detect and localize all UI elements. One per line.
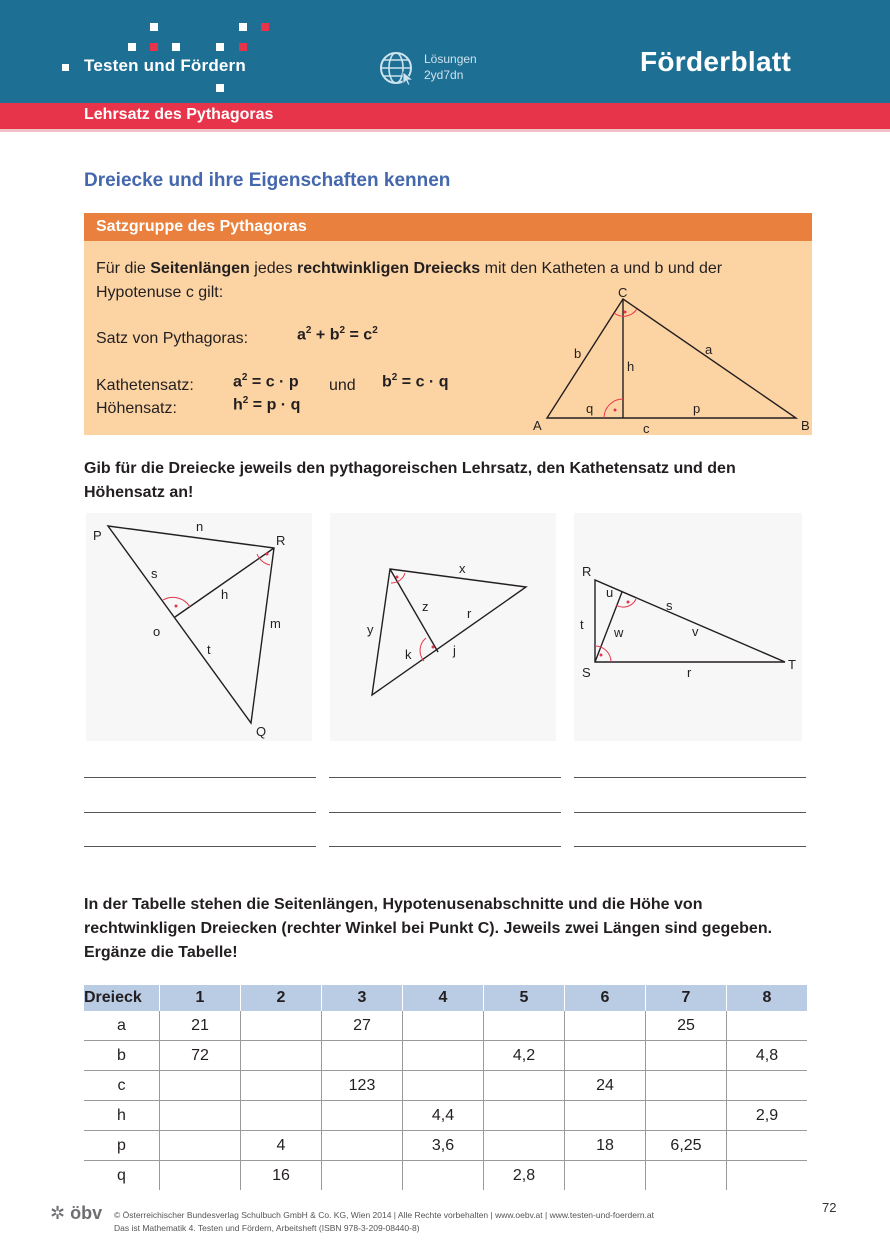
table-cell[interactable] [565, 1161, 646, 1191]
table-cell[interactable] [565, 1011, 646, 1041]
ref-label-c: c [643, 421, 650, 436]
answer-line[interactable] [574, 846, 806, 847]
table-cell[interactable]: 3,6 [403, 1131, 484, 1161]
and-word: und [329, 377, 356, 394]
logo-square [239, 43, 247, 51]
table-cell[interactable] [646, 1041, 727, 1071]
table-cell[interactable]: 24 [565, 1071, 646, 1101]
triangle-rst [574, 513, 802, 741]
table-cell[interactable] [403, 1041, 484, 1071]
publisher-logo-text: öbv [70, 1203, 103, 1223]
fig1-label-t: t [207, 642, 211, 657]
table-cell[interactable]: 4,4 [403, 1101, 484, 1131]
table-cell[interactable] [160, 1161, 241, 1191]
ref-label-a: a [705, 342, 713, 357]
row-label: b [84, 1041, 160, 1071]
table-header-cell: 6 [565, 985, 646, 1011]
table-header-cell: 1 [160, 985, 241, 1011]
answer-line[interactable] [84, 812, 316, 813]
table-row [84, 1071, 807, 1101]
answer-line[interactable] [329, 812, 561, 813]
table-cell[interactable] [322, 1131, 403, 1161]
table-cell[interactable] [565, 1041, 646, 1071]
table-header-cell: Dreieck [84, 985, 160, 1011]
intro-text: Für die [96, 260, 146, 277]
table-cell[interactable] [322, 1041, 403, 1071]
fig3-label-r: r [687, 665, 692, 680]
table-cell[interactable] [727, 1131, 808, 1161]
fig1-label-h: h [221, 587, 229, 602]
row-label: p [84, 1131, 160, 1161]
fig1-label-o: o [153, 624, 161, 639]
table-cell[interactable]: 18 [565, 1131, 646, 1161]
answer-line[interactable] [84, 777, 316, 778]
fig1-label-m: m [270, 616, 281, 631]
table-cell[interactable]: 21 [160, 1011, 241, 1041]
table-cell[interactable] [241, 1071, 322, 1101]
table-row [84, 1041, 807, 1071]
logo-square [172, 43, 180, 51]
answer-line[interactable] [574, 777, 806, 778]
table-cell[interactable]: 4 [241, 1131, 322, 1161]
pythagoras-label: Satz von Pythagoras: [96, 330, 249, 347]
publisher-logo [50, 1203, 102, 1224]
fig3-label-R: R [582, 564, 592, 579]
ref-label-h: h [627, 359, 635, 374]
table-cell[interactable]: 6,25 [646, 1131, 727, 1161]
katheten-label: Kathetensatz: [96, 377, 194, 394]
fig3-label-t: t [580, 617, 584, 632]
table-cell[interactable] [727, 1011, 808, 1041]
table-cell[interactable] [322, 1101, 403, 1131]
copyright-line: © Österreichischer Bundesverlag Schulbuch GmbH & Co. KG, Wien 2014 | Alle Rechte vorbehalten | www.oebv.at | www.testen-und-foerdern.at [114, 1210, 654, 1220]
katheten-formula-a: $a^2 = c \cdot p$ [233, 372, 299, 391]
logo-square [239, 23, 247, 31]
row-label: h [84, 1101, 160, 1131]
fig2-label-z: z [422, 599, 429, 614]
flower-icon: ✲ [50, 1203, 66, 1223]
table-cell[interactable] [484, 1011, 565, 1041]
fig2-label-x: x [459, 561, 466, 576]
table-header-cell: 2 [241, 985, 322, 1011]
intro-text: jedes [254, 260, 293, 277]
task1-instruction: Gib für die Dreiecke jeweils den pythagoreischen Lehrsatz, den Kathetensatz und den Höhensatz an! [84, 460, 736, 501]
table-cell[interactable] [727, 1071, 808, 1101]
table-header-cell: 8 [727, 985, 808, 1011]
table-cell[interactable]: 123 [322, 1071, 403, 1101]
solutions-label: Lösungen [424, 52, 477, 66]
table-cell[interactable] [160, 1131, 241, 1161]
table-cell[interactable] [403, 1011, 484, 1041]
table-header-cell: 4 [403, 985, 484, 1011]
logo-square [216, 84, 224, 92]
hoehen-formula: $h^2 = p \cdot q$ [233, 395, 301, 414]
table-cell[interactable]: 2,8 [484, 1161, 565, 1191]
logo-square [128, 43, 136, 51]
intro-bold: rechtwinkligen Dreiecks [296, 260, 481, 277]
ref-label-A: A [533, 418, 542, 433]
values-table [84, 985, 807, 1190]
info-box-title: Satzgruppe des Pythagoras [96, 218, 307, 235]
fig2-label-y: y [367, 622, 374, 637]
table-cell[interactable]: 2,9 [727, 1101, 808, 1131]
fig1-label-n: n [196, 519, 204, 534]
info-intro-line2: Hypotenuse c gilt: [96, 284, 224, 301]
table-row [84, 1161, 807, 1191]
section-heading: Dreiecke und ihre Eigenschaften kennen [84, 170, 451, 191]
fig3-label-T: T [788, 657, 796, 672]
row-label: c [84, 1071, 160, 1101]
ref-label-q: q [586, 401, 594, 416]
book-reference: Das ist Mathematik 4. Testen und Fördern, Arbeitsheft (ISBN 978-3-209-08440-8) [114, 1223, 420, 1233]
answer-line[interactable] [84, 846, 316, 847]
table-cell[interactable]: 25 [646, 1011, 727, 1041]
fig3-label-w: w [614, 625, 624, 640]
table-cell[interactable] [160, 1101, 241, 1131]
row-label: a [84, 1011, 160, 1041]
topic-bar-underline [0, 129, 890, 132]
triangle-xyz [330, 513, 556, 741]
ref-label-B: B [801, 418, 810, 433]
logo-square [216, 43, 224, 51]
table-cell[interactable] [484, 1071, 565, 1101]
table-cell[interactable]: 16 [241, 1161, 322, 1191]
brand-name: Testen und Fördern [84, 56, 246, 75]
table-row [84, 1101, 807, 1131]
answer-line[interactable] [329, 777, 561, 778]
table-header-cell: 7 [646, 985, 727, 1011]
table-cell[interactable] [484, 1101, 565, 1131]
fig3-label-S: S [582, 665, 591, 680]
sheet-title: Förderblatt [640, 46, 792, 77]
fig3-label-u: u [606, 585, 614, 600]
answer-line[interactable] [574, 812, 806, 813]
ref-label-C: C [618, 285, 628, 300]
logo-square [261, 23, 269, 31]
fig3-label-s: s [666, 598, 673, 613]
table-cell[interactable] [322, 1161, 403, 1191]
brand-bullet [62, 64, 69, 71]
row-label: q [117, 1166, 126, 1184]
intro-bold: Seitenlängen [150, 260, 250, 277]
fig2-label-r: r [467, 606, 472, 621]
table-cell[interactable] [646, 1161, 727, 1191]
table-cell[interactable] [160, 1071, 241, 1101]
table-cell[interactable] [241, 1041, 322, 1071]
table-cell[interactable] [241, 1101, 322, 1131]
hoehen-label: Höhensatz: [96, 400, 177, 417]
info-intro-line1 [96, 260, 722, 278]
table-row [84, 1131, 807, 1161]
table-cell[interactable]: 4,2 [484, 1041, 565, 1071]
logo-square [150, 43, 158, 51]
table-row [84, 1011, 807, 1041]
fig3-label-v: v [692, 624, 699, 639]
fig1-label-s: s [151, 566, 158, 581]
answer-line[interactable] [329, 846, 561, 847]
fig1-label-R: R [276, 533, 286, 548]
task2-instruction: In der Tabelle stehen die Seitenlängen, Hypotenusenabschnitte und die Höhe von rechtwinkligen Dreiecken (rechter Winkel bei Punkt C). Jeweils zwei Längen sind gegeben. Ergänze die Tabelle! [84, 896, 773, 961]
table-cell[interactable] [646, 1101, 727, 1131]
table-cell[interactable] [403, 1071, 484, 1101]
table-cell[interactable] [484, 1131, 565, 1161]
fig2-label-j: j [453, 643, 456, 658]
table-header-cell: 3 [322, 985, 403, 1011]
katheten-formula-b: $b^2 = c \cdot q$ [382, 372, 449, 391]
table-cell[interactable] [241, 1011, 322, 1041]
table-cell[interactable]: 27 [322, 1011, 403, 1041]
ref-label-p: p [693, 401, 701, 416]
topic-title: Lehrsatz des Pythagoras [84, 106, 274, 123]
solutions-code: 2yd7dn [424, 68, 464, 82]
table-cell[interactable] [727, 1161, 808, 1191]
fig1-label-Q: Q [256, 724, 267, 739]
fig2-label-k: k [405, 647, 412, 662]
intro-text: mit den Katheten a und b und der [484, 260, 723, 277]
page-number: 72 [822, 1200, 837, 1215]
pythagoras-formula: $a^2 + b^2 = c^2$ [297, 325, 378, 344]
ref-label-b: b [574, 346, 582, 361]
table-cell[interactable]: 4,8 [727, 1041, 808, 1071]
fig1-label-P: P [93, 528, 102, 543]
table-header-row [84, 985, 807, 1011]
globe-icon[interactable] [379, 50, 415, 86]
table-cell[interactable]: 72 [160, 1041, 241, 1071]
table-cell[interactable] [646, 1071, 727, 1101]
table-header-cell: 5 [484, 985, 565, 1011]
table-cell[interactable] [403, 1161, 484, 1191]
solutions-link[interactable] [424, 51, 477, 83]
reference-triangle [520, 278, 820, 438]
logo-square [150, 23, 158, 31]
table-cell[interactable] [565, 1101, 646, 1131]
